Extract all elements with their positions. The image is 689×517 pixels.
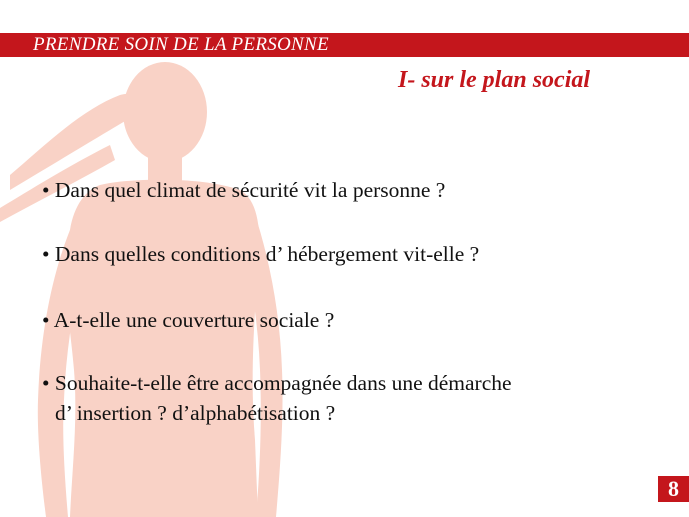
header-title: PRENDRE SOIN DE LA PERSONNE <box>33 34 329 55</box>
bullet-item-4-continuation: d’ insertion ? d’alphabétisation ? <box>55 401 336 425</box>
bullet-item-4: • Souhaite-t-elle être accompagnée dans une démarche <box>42 371 512 395</box>
page-number-badge: 8 <box>658 476 689 502</box>
bullet-item-3: • A-t-elle une couverture sociale ? <box>42 308 335 332</box>
bullet-item-1: • Dans quel climat de sécurité vit la personne ? <box>42 178 446 202</box>
section-subtitle: I- sur le plan social <box>398 67 591 93</box>
bullet-item-2: • Dans quelles conditions d’ hébergement vit-elle ? <box>42 242 480 266</box>
